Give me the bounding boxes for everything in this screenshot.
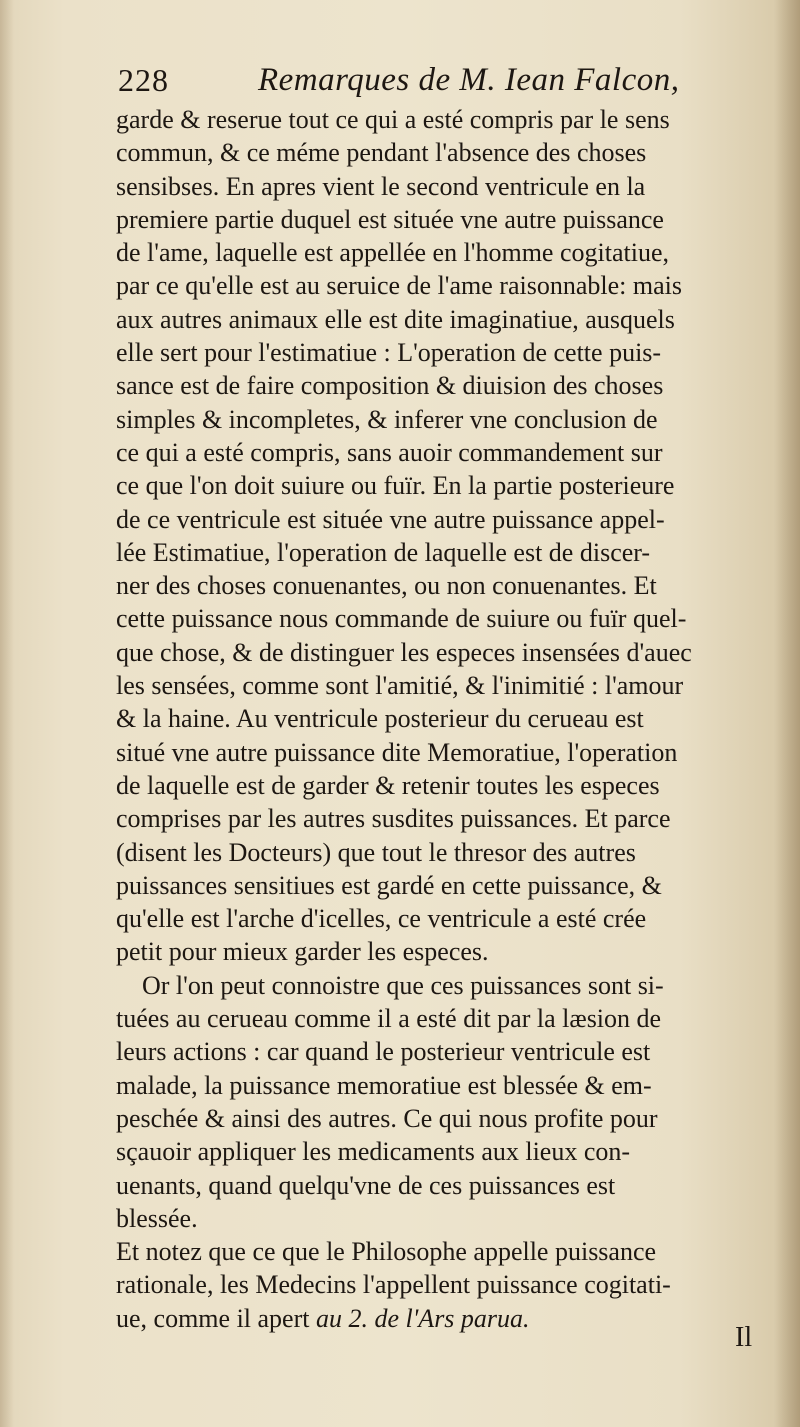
text-line: premiere partie duquel est située vne autre puissance: [116, 204, 664, 234]
text-line: que chose, & de distinguer les especes insensées d'auec: [116, 637, 692, 667]
text-line-last: [116, 1302, 766, 1335]
text-line: puissances sensitiues est gardé en cette puissance, &: [116, 870, 662, 900]
text-line: de laquelle est de garder & retenir toutes les especes: [116, 770, 660, 800]
running-head: Remarques de M. Iean Falcon,: [258, 62, 680, 98]
text-line: cette puissance nous commande de suiure ou fuïr quel-: [116, 604, 687, 634]
text-line: commun, & ce méme pendant l'absence des choses: [116, 138, 647, 168]
text-line: les sensées, comme sont l'amitié, & l'inimitié : l'amour: [116, 671, 684, 701]
text-line: de l'ame, laquelle est appellée en l'homme cogitatiue,: [116, 238, 669, 268]
text-line: de ce ventricule est située vne autre puissance appel-: [116, 504, 665, 534]
text-line: tuées au cerueau comme il a esté dit par la læsion de: [116, 1004, 662, 1034]
text-line: comprises par les autres susdites puissances. Et parce: [116, 804, 671, 834]
text-line: qu'elle est l'arche d'icelles, ce ventricule a esté crée: [116, 904, 647, 934]
paragraph-start-line: Et notez que ce que le Philosophe appelle puissance: [116, 1237, 657, 1267]
last-line-text: ue, comme il apert: [116, 1303, 310, 1333]
catchword: Il: [735, 1322, 753, 1353]
text-line: ce que l'on doit suiure ou fuïr. En la partie posterieure: [116, 471, 675, 501]
text-line: garde & reserue tout ce qui a esté compris par le sens: [116, 105, 670, 134]
page-edge-shadow: [774, 0, 800, 1427]
text-line: petit pour mieux garder les especes.: [116, 937, 489, 967]
text-line: sensibses. En apres vient le second ventricule en la: [116, 171, 646, 201]
text-line: par ce qu'elle est au seruice de l'ame raisonnable: mais: [116, 271, 682, 301]
text-line: (disent les Docteurs) que tout le thresor des autres: [116, 837, 636, 867]
text-line: sance est de faire composition & diuision des choses: [116, 371, 664, 401]
text-line: & la haine. Au ventricule posterieur du cerueau est: [116, 704, 644, 734]
text-line: malade, la puissance memoratiue est blessée & em-: [116, 1070, 652, 1100]
page-gutter-shadow: [0, 0, 14, 1427]
text-line: leurs actions : car quand le posterieur ventricule est: [116, 1037, 651, 1067]
text-line: ce qui a esté compris, sans auoir commandement sur: [116, 437, 663, 467]
text-line: aux autres animaux elle est dite imaginatiue, ausquels: [116, 304, 675, 334]
text-line: lée Estimatiue, l'operation de laquelle est de discer-: [116, 537, 651, 567]
text-line: blessée.: [116, 1203, 198, 1233]
text-line: peschée & ainsi des autres. Ce qui nous profite pour: [116, 1103, 658, 1133]
text-line: rationale, les Medecins l'appellent puissance cogitati-: [116, 1270, 671, 1300]
text-line: ner des choses conuenantes, ou non conuenantes. Et: [116, 571, 657, 601]
paragraph-start-line: Or l'on peut connoistre que ces puissances sont si-: [142, 970, 664, 1000]
text-line: simples & incompletes, & inferer vne conclusion de: [116, 404, 658, 434]
page-number: 228: [118, 62, 169, 98]
text-line: situé vne autre puissance dite Memoratiue, l'operation: [116, 737, 678, 767]
text-line: sçauoir appliquer les medicaments aux lieux con-: [116, 1137, 631, 1167]
body-text: [116, 103, 766, 1335]
citation: au 2. de l'Ars parua.: [315, 1303, 530, 1333]
text-line: uenants, quand quelqu'vne de ces puissances est: [116, 1170, 616, 1200]
text-line: elle sert pour l'estimatiue : L'operation de cette puis-: [116, 338, 662, 368]
